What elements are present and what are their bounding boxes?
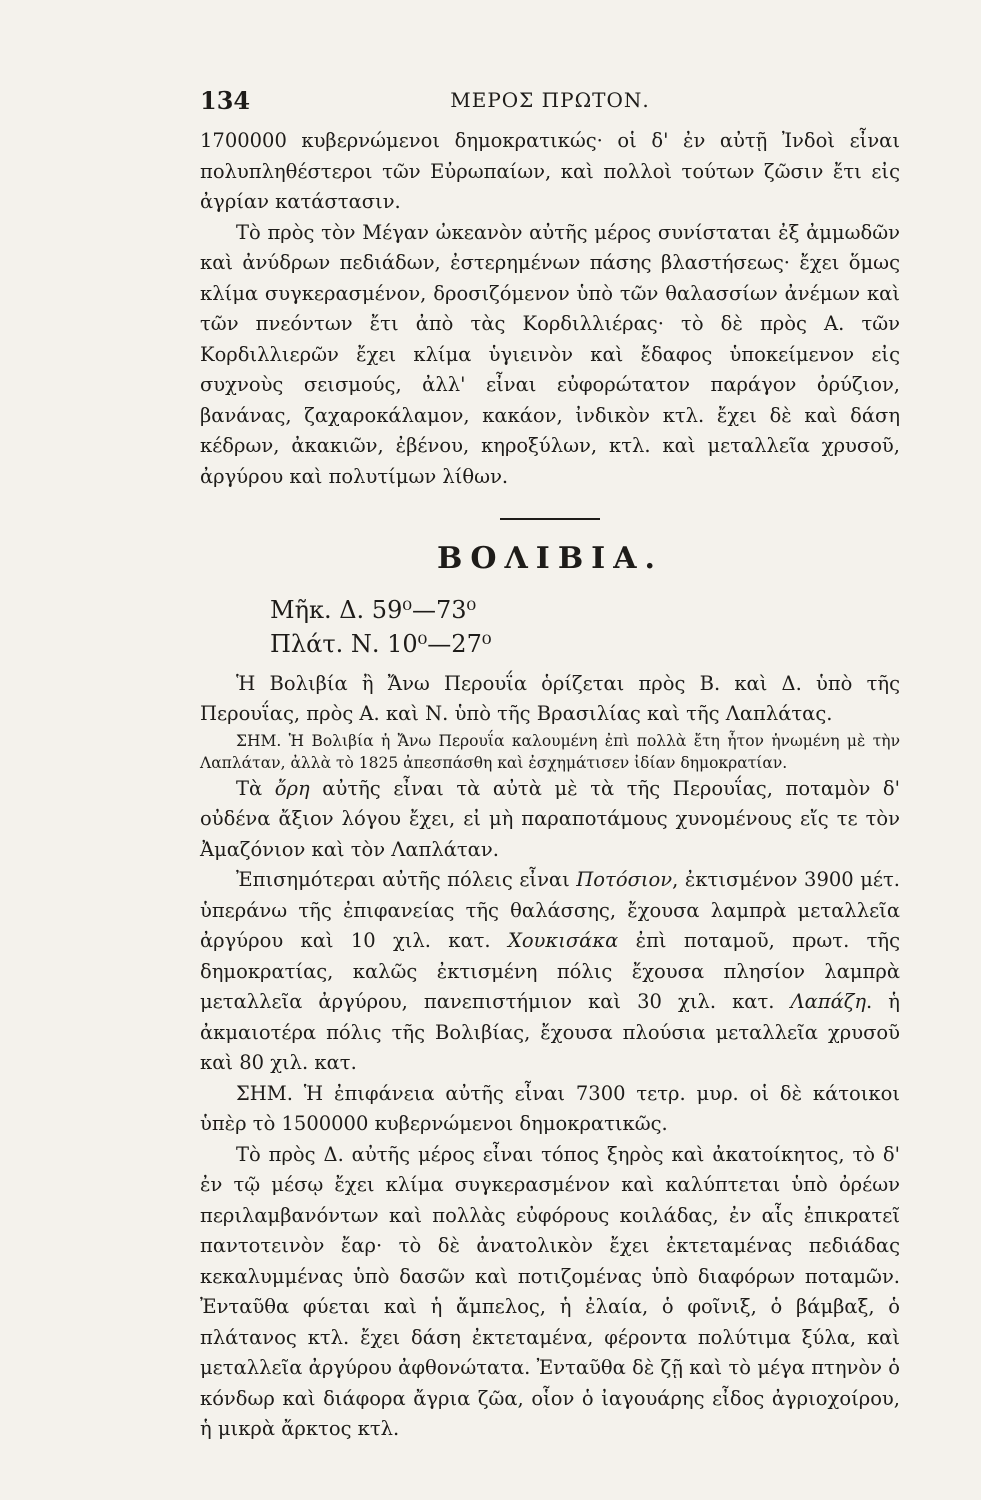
paragraph-continuation: 1700000 κυβερνώμενοι δημοκρατικώς· οἱ δ' ἐν αὐτῇ Ἰνδοὶ εἶναι πολυπληθέστεροι τῶν Εὐρωπαίων, καὶ πολλοὶ τούτων ζῶσιν ἔτι εἰς ἀγρίαν κατάστασιν. (200, 129, 900, 213)
body-text (200, 126, 900, 1445)
paragraph-cities (200, 865, 900, 1079)
cities-text-3: ἐπὶ ποταμοῦ, πρωτ. τῆς δημοκρατίας, καλῶς ἐκτισμένη πόλις ἔχουσα πλησίον λαμπρὰ μεταλλεῖα ἀργύρου, πανεπιστήμιον καὶ 30 χιλ. κατ. (200, 929, 900, 1013)
longitude-line: Μῆκ. Δ. 59⁰—73⁰ (270, 595, 477, 624)
note-area-population: ΣΗΜ. Ἡ ἐπιφάνεια αὐτῆς εἶναι 7300 τετρ. μυρ. οἱ δὲ κάτοικοι ὑπὲρ τὸ 1500000 κυβερνώμενοι δημοκρατικῶς. (200, 1081, 900, 1135)
cities-text-2: , ἐκτισμένον 3900 μέτ. ὑπεράνω τῆς ἐπιφανείας τῆς θαλάσσης, ἔχουσα λαμπρὰ μεταλλεῖα ἀργύρου καὶ 10 χιλ. κατ. (200, 868, 900, 952)
mountains-term: ὄρη (274, 776, 310, 800)
note-history: ΣΗΜ. Ἡ Βολιβία ἡ Ἄνω Περουΐα καλουμένη ἐπὶ πολλὰ ἔτη ἦτον ἡνωμένη μὲ τὴν Λαπλάταν, ἀλλὰ τὸ 1825 ἀπεσπάσθη καὶ ἐσχημάτισεν ἰδίαν δημοκρατίαν. (200, 731, 900, 772)
latitude-line: Πλάτ. Ν. 10⁰—27⁰ (270, 629, 492, 658)
paragraph-borders: Ἡ Βολιβία ἢ Ἄνω Περουΐα ὁρίζεται πρὸς Β. καὶ Δ. ὑπὸ τῆς Περουΐας, πρὸς Α. καὶ Ν. ὑπὸ τῆς Βρασιλίας καὶ τῆς Λαπλάτας. (200, 671, 900, 725)
coordinates (270, 593, 900, 661)
city-potosi: Ποτόσιον (576, 868, 673, 891)
page-number: 134 (200, 86, 251, 115)
mountains-text-rest: αὐτῆς εἶναι τὰ αὐτὰ μὲ τὰ τῆς Περουΐας, ποταμὸν δ' οὐδένα ἄξιον λόγου ἔχει, εἰ μὴ παραποτάμους χυνομένους εἴς τε τὸν Ἀμαζόνιον καὶ τὸν Λαπλάταν. (200, 776, 901, 861)
cities-text-1: Ἐπισημότεραι αὐτῆς πόλεις εἶναι (236, 868, 577, 891)
mountains-text-start: Τὰ (236, 776, 275, 800)
page-header (200, 82, 900, 122)
paragraph-climate-fauna: Τὸ πρὸς Δ. αὐτῆς μέρος εἶναι τόπος ξηρὸς καὶ ἀκατοίκητος, τὸ δ' ἐν τῷ μέσῳ ἔχει κλίμα συγκερασμένον καὶ καλύπτεται ὑπὸ ὀρέων περιλαμβανόντων καὶ πολλὰς εὐφόρους κοιλάδας, ἐν αἷς ἐπικρατεῖ παντοτεινὸν ἔαρ· τὸ δὲ ἀνατολικὸν ἔχει ἐκτεταμένας πεδιάδας κεκαλυμμένας ὑπὸ δασῶν καὶ ποτιζομένας ὑπὸ διαφόρων ποταμῶν. Ἐνταῦθα φύεται καὶ ἡ ἄμπελος, ἡ ἐλαία, ὁ φοῖνιξ, ὁ βάμβαξ, ὁ πλάτανος κτλ. ἔχει δάση ἐκτεταμένα, φέροντα πολύτιμα ξύλα, καὶ μεταλλεῖα ἀργύρου ἀφθονώτατα. Ἐνταῦθα δὲ ζῇ καὶ τὸ μέγα πτηνὸν ὁ κόνδωρ καὶ διάφορα ἄγρια ζῶα, οἷον ὁ ἰαγουάρης εἶδος ἀγριοχοίρου, ἡ μικρὰ ἄρκτος κτλ. (200, 1142, 900, 1440)
city-chuquisaca: Χουκισάκα (507, 929, 619, 952)
paragraph-mountains (200, 774, 900, 866)
paragraph-pacific-region: Τὸ πρὸς τὸν Μέγαν ὠκεανὸν αὐτῆς μέρος συνίσταται ἐξ ἀμμωδῶν καὶ ἀνύδρων πεδιάδων, ἐστερημένων πάσης βλαστήσεως· ἔχει ὅμως κλίμα συγκερασμένον, δροσιζόμενον ὑπὸ τῶν θαλασσίων ἀνέμων καὶ τῶν πνεόντων ἔτι ἀπὸ τὰς Κορδιλλιέρας· τὸ δὲ πρὸς Α. τῶν Κορδιλλιερῶν ἔχει κλίμα ὑγιεινὸν καὶ ἔδαφος ὑποκείμενον εἰς συχνοὺς σεισμούς, ἀλλ' εἶναι εὐφορώτατον παράγον ὀρύζιον, βανάνας, ζαχαροκάλαμον, κακάον, ἰνδικὸν κτλ. ἔχει δὲ καὶ δάση κέδρων, ἀκακιῶν, ἐβένου, κηροξύλων, κτλ. καὶ μεταλλεῖα χρυσοῦ, ἀργύρου καὶ πολυτίμων λίθων. (200, 220, 900, 488)
section-title: ΒΟΛΙΒΙΑ. (437, 541, 663, 576)
running-title: ΜΕΡΟΣ ΠΡΩΤΟΝ. (450, 88, 650, 112)
cities-text-4: . ἡ ἀκμαιοτέρα πόλις τῆς Βολιβίας, ἔχουσα πλούσια μεταλλεῖα χρυσοῦ καὶ 80 χιλ. κατ. (200, 990, 900, 1074)
city-lapaz: Λαπάζη (790, 990, 867, 1013)
section-divider (500, 518, 600, 520)
